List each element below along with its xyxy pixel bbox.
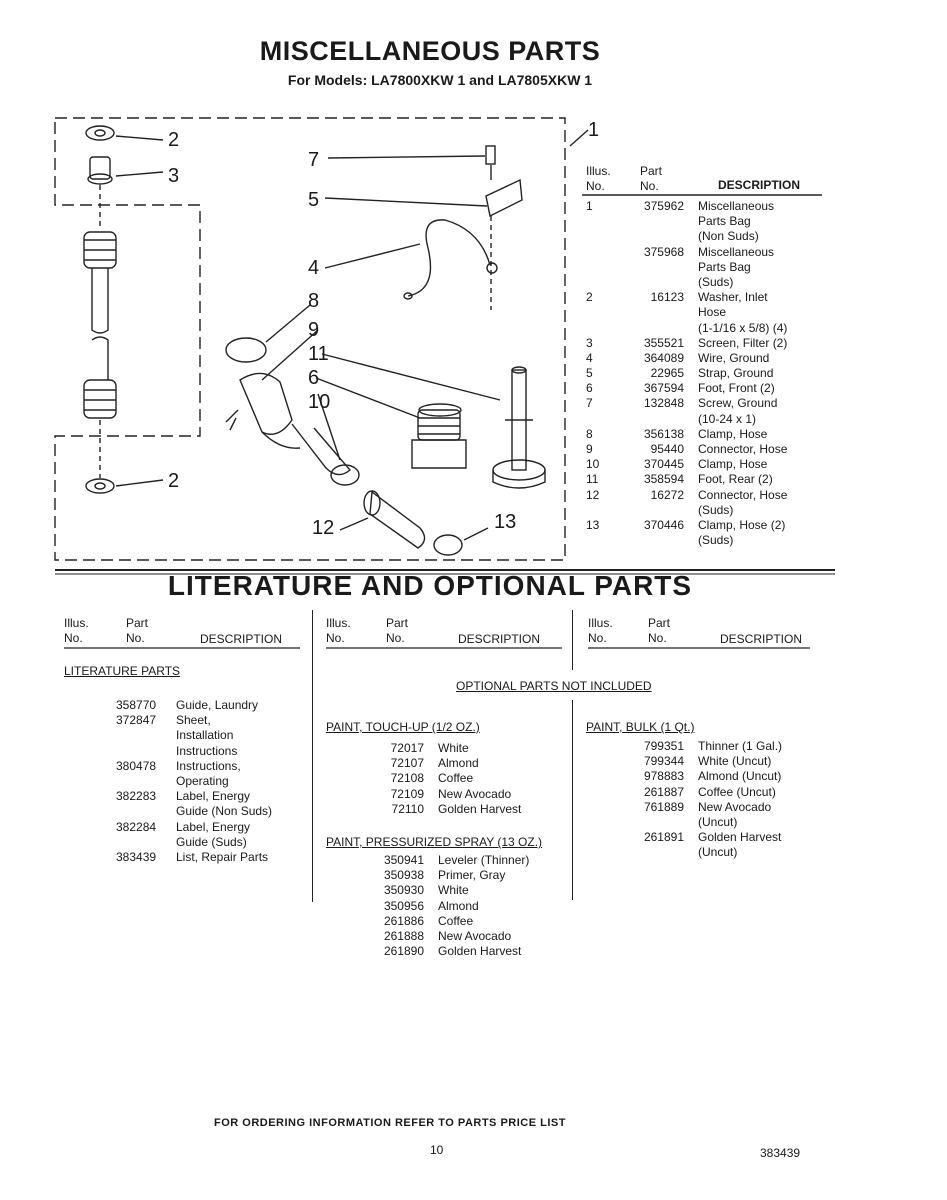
part-number: 367594 bbox=[643, 381, 684, 396]
document-number: 383439 bbox=[760, 1146, 801, 1160]
part-description: Almond (Uncut) bbox=[698, 769, 782, 784]
part-number: 380478 bbox=[116, 758, 157, 773]
illus-number: 6 bbox=[586, 381, 593, 396]
list-item bbox=[360, 756, 570, 771]
part-description: Almond bbox=[438, 756, 479, 771]
part-description: White bbox=[438, 883, 469, 898]
part-number: 16123 bbox=[650, 290, 684, 305]
part-description: Label, Energy bbox=[176, 819, 251, 834]
list-item bbox=[360, 899, 570, 914]
part-number: 350930 bbox=[383, 883, 424, 898]
part-number: 382284 bbox=[116, 819, 157, 834]
part-description: Connector, Hose bbox=[698, 442, 788, 456]
lit-header-desc-3: DESCRIPTION bbox=[720, 632, 803, 646]
part-description: Installation bbox=[176, 728, 234, 743]
part-number: 761889 bbox=[643, 799, 684, 814]
bulk-paint-heading: PAINT, BULK (1 Qt.) bbox=[586, 720, 695, 734]
part-description: (Non Suds) bbox=[698, 229, 759, 244]
lit-header-illus-1: Illus. No. bbox=[64, 616, 89, 645]
list-item bbox=[116, 804, 306, 819]
part-number: 261887 bbox=[643, 784, 684, 799]
part-description: List, Repair Parts bbox=[176, 849, 269, 864]
part-description: (1-1/16 x 5/8) (4) bbox=[698, 320, 788, 335]
illus-number: 8 bbox=[586, 426, 593, 441]
part-description: Almond bbox=[438, 898, 479, 913]
part-number: 350941 bbox=[383, 853, 424, 867]
part-number: 350938 bbox=[383, 868, 424, 883]
part-number: 375962 bbox=[643, 199, 684, 213]
list-item bbox=[620, 769, 830, 784]
part-description: Screen, Filter (2) bbox=[698, 335, 788, 350]
list-item bbox=[620, 739, 830, 754]
part-description: Golden Harvest bbox=[698, 830, 782, 845]
page-title: MISCELLANEOUS PARTS bbox=[259, 36, 601, 66]
part-description: Guide, Laundry bbox=[176, 698, 259, 712]
part-number: 375968 bbox=[643, 244, 684, 259]
part-number: 16272 bbox=[650, 487, 684, 502]
part-description: Screw, Ground bbox=[698, 396, 778, 411]
part-number: 261891 bbox=[643, 830, 684, 845]
part-description: Clamp, Hose (2) bbox=[698, 517, 786, 532]
part-description: Clamp, Hose bbox=[698, 426, 768, 441]
misc-header-illus: Illus. No. bbox=[586, 164, 611, 193]
part-number: 978883 bbox=[643, 769, 684, 784]
list-item bbox=[360, 771, 570, 786]
callout-13: 13 bbox=[494, 511, 517, 533]
page-number: 10 bbox=[430, 1143, 444, 1157]
part-number: 358594 bbox=[643, 472, 684, 487]
part-number: 799351 bbox=[643, 739, 684, 753]
callout-6: 6 bbox=[308, 367, 320, 389]
part-description: Leveler (Thinner) bbox=[438, 853, 530, 867]
part-number: 356138 bbox=[643, 426, 684, 441]
list-item bbox=[620, 785, 830, 800]
part-number: 355521 bbox=[643, 335, 684, 350]
callout-12: 12 bbox=[312, 517, 335, 539]
part-description: (Suds) bbox=[698, 533, 734, 548]
lit-header-desc-1: DESCRIPTION bbox=[200, 632, 283, 646]
list-item bbox=[116, 759, 306, 774]
list-item bbox=[116, 850, 306, 865]
part-description: Sheet, bbox=[176, 713, 211, 728]
list-item bbox=[360, 802, 570, 817]
part-description: Guide (Non Suds) bbox=[176, 804, 273, 819]
part-number: 382283 bbox=[116, 789, 157, 804]
list-item bbox=[116, 698, 306, 713]
part-number: 350956 bbox=[383, 898, 424, 913]
part-number: 22965 bbox=[650, 366, 684, 381]
part-description: (Suds) bbox=[698, 502, 734, 517]
callout-1: 1 bbox=[588, 119, 600, 141]
part-description: Thinner (1 Gal.) bbox=[698, 739, 783, 753]
part-number: 364089 bbox=[643, 350, 684, 365]
illus-number: 13 bbox=[586, 517, 600, 532]
list-item bbox=[620, 800, 830, 815]
part-number: 72017 bbox=[390, 741, 424, 755]
list-item bbox=[116, 789, 306, 804]
callout-10: 10 bbox=[308, 391, 331, 413]
spray-paint-list bbox=[360, 853, 570, 959]
part-description: Primer, Gray bbox=[438, 868, 506, 883]
part-description: (10-24 x 1) bbox=[698, 411, 757, 426]
part-description: Miscellaneous bbox=[698, 199, 775, 213]
illus-number: 2 bbox=[586, 290, 593, 305]
part-number: 799344 bbox=[643, 754, 684, 769]
part-number: 261888 bbox=[383, 928, 424, 943]
list-item bbox=[360, 929, 570, 944]
part-description: New Avocado bbox=[438, 928, 512, 943]
callout-4: 4 bbox=[308, 257, 320, 279]
part-description: Operating bbox=[176, 773, 229, 788]
list-item bbox=[620, 754, 830, 769]
illus-number: 9 bbox=[586, 442, 593, 456]
part-number: 261886 bbox=[383, 913, 424, 928]
part-description: Golden Harvest bbox=[438, 944, 522, 959]
touchup-paint-heading: PAINT, TOUCH-UP (1/2 OZ.) bbox=[326, 720, 480, 734]
part-number: 261890 bbox=[383, 944, 424, 959]
part-description: Foot, Rear (2) bbox=[698, 472, 773, 487]
part-number: 72110 bbox=[391, 801, 424, 816]
illus-number: 4 bbox=[586, 350, 593, 365]
part-number: 372847 bbox=[116, 713, 157, 728]
part-number: 132848 bbox=[643, 396, 684, 411]
part-description: Instructions, bbox=[176, 758, 241, 773]
part-number: 72107 bbox=[390, 756, 424, 771]
list-item bbox=[620, 845, 830, 860]
part-description: Clamp, Hose bbox=[698, 457, 768, 472]
part-description: Strap, Ground bbox=[698, 366, 774, 381]
list-item bbox=[116, 835, 306, 850]
callout-2-top: 2 bbox=[168, 129, 180, 151]
part-description: White (Uncut) bbox=[698, 754, 772, 769]
illus-number: 1 bbox=[586, 199, 593, 213]
part-description: Golden Harvest bbox=[438, 801, 522, 816]
illus-number: 11 bbox=[586, 472, 599, 487]
list-item bbox=[620, 830, 830, 845]
list-item bbox=[360, 787, 570, 802]
part-description: Instructions bbox=[176, 743, 238, 758]
literature-title: LITERATURE AND OPTIONAL PARTS bbox=[167, 570, 693, 601]
part-description: (Suds) bbox=[698, 274, 734, 289]
part-description: Parts Bag bbox=[698, 214, 751, 229]
list-item bbox=[116, 744, 306, 759]
list-item bbox=[116, 728, 306, 743]
spray-paint-heading: PAINT, PRESSURIZED SPRAY (13 OZ.) bbox=[326, 835, 543, 849]
list-item bbox=[620, 815, 830, 830]
bulk-paint-list bbox=[620, 739, 830, 861]
optional-parts-heading: OPTIONAL PARTS NOT INCLUDED bbox=[456, 679, 652, 693]
callout-8: 8 bbox=[308, 290, 320, 312]
ordering-note: FOR ORDERING INFORMATION REFER TO PARTS PRICE LIST bbox=[214, 1117, 566, 1129]
touchup-paint-list bbox=[360, 741, 570, 817]
literature-parts-list bbox=[116, 698, 306, 865]
lit-header-part-1: Part No. bbox=[126, 616, 149, 645]
lit-header-part-3: Part No. bbox=[648, 616, 671, 645]
literature-parts-heading: LITERATURE PARTS bbox=[64, 664, 181, 678]
illus-number: 3 bbox=[586, 335, 593, 350]
lit-header-part-2: Part No. bbox=[386, 616, 409, 645]
list-item bbox=[360, 741, 570, 756]
callout-5: 5 bbox=[308, 189, 320, 211]
part-description: Hose bbox=[698, 305, 727, 320]
callout-11: 11 bbox=[308, 343, 329, 365]
list-item bbox=[116, 713, 306, 728]
callout-7: 7 bbox=[308, 149, 320, 171]
list-item bbox=[360, 868, 570, 883]
part-number: 383439 bbox=[116, 849, 157, 864]
list-item bbox=[360, 883, 570, 898]
part-description: Coffee bbox=[438, 913, 474, 928]
part-description: (Uncut) bbox=[698, 845, 738, 860]
part-number: 72109 bbox=[390, 786, 424, 801]
callout-3: 3 bbox=[168, 165, 180, 187]
part-description: Coffee (Uncut) bbox=[698, 784, 776, 799]
part-number: 370446 bbox=[643, 517, 684, 532]
list-item bbox=[360, 944, 570, 959]
part-number: 95440 bbox=[650, 442, 684, 456]
page-subtitle: For Models: LA7800XKW 1 and LA7805XKW 1 bbox=[287, 72, 593, 88]
list-item bbox=[116, 774, 306, 789]
part-description: New Avocado bbox=[438, 786, 512, 801]
lit-header-illus-3: Illus. No. bbox=[588, 616, 613, 645]
lit-header-desc-2: DESCRIPTION bbox=[458, 632, 541, 646]
part-description: Washer, Inlet bbox=[698, 290, 768, 305]
misc-header-part: Part No. bbox=[640, 164, 663, 193]
part-number: 72108 bbox=[390, 771, 424, 786]
illus-number: 5 bbox=[586, 366, 593, 381]
part-description: Foot, Front (2) bbox=[698, 381, 775, 396]
part-description: White bbox=[438, 741, 469, 755]
part-description: Miscellaneous bbox=[698, 244, 775, 259]
illus-number: 7 bbox=[586, 396, 593, 411]
part-number: 358770 bbox=[116, 698, 157, 712]
part-description: New Avocado bbox=[698, 799, 772, 814]
callout-9: 9 bbox=[308, 319, 320, 341]
list-item bbox=[360, 853, 570, 868]
lit-header-illus-2: Illus. No. bbox=[326, 616, 351, 645]
illus-number: 10 bbox=[586, 457, 600, 472]
misc-header-desc: DESCRIPTION bbox=[718, 178, 801, 192]
part-description: Guide (Suds) bbox=[176, 834, 247, 849]
callout-2-bottom: 2 bbox=[168, 470, 180, 492]
part-description: Parts Bag bbox=[698, 259, 751, 274]
illus-number: 12 bbox=[586, 487, 600, 502]
part-description: Coffee bbox=[438, 771, 474, 786]
list-item bbox=[360, 914, 570, 929]
part-number: 370445 bbox=[643, 457, 684, 472]
part-description: (Uncut) bbox=[698, 814, 738, 829]
list-item bbox=[116, 820, 306, 835]
part-description: Connector, Hose bbox=[698, 487, 788, 502]
part-description: Wire, Ground bbox=[698, 350, 770, 365]
part-description: Label, Energy bbox=[176, 789, 251, 804]
